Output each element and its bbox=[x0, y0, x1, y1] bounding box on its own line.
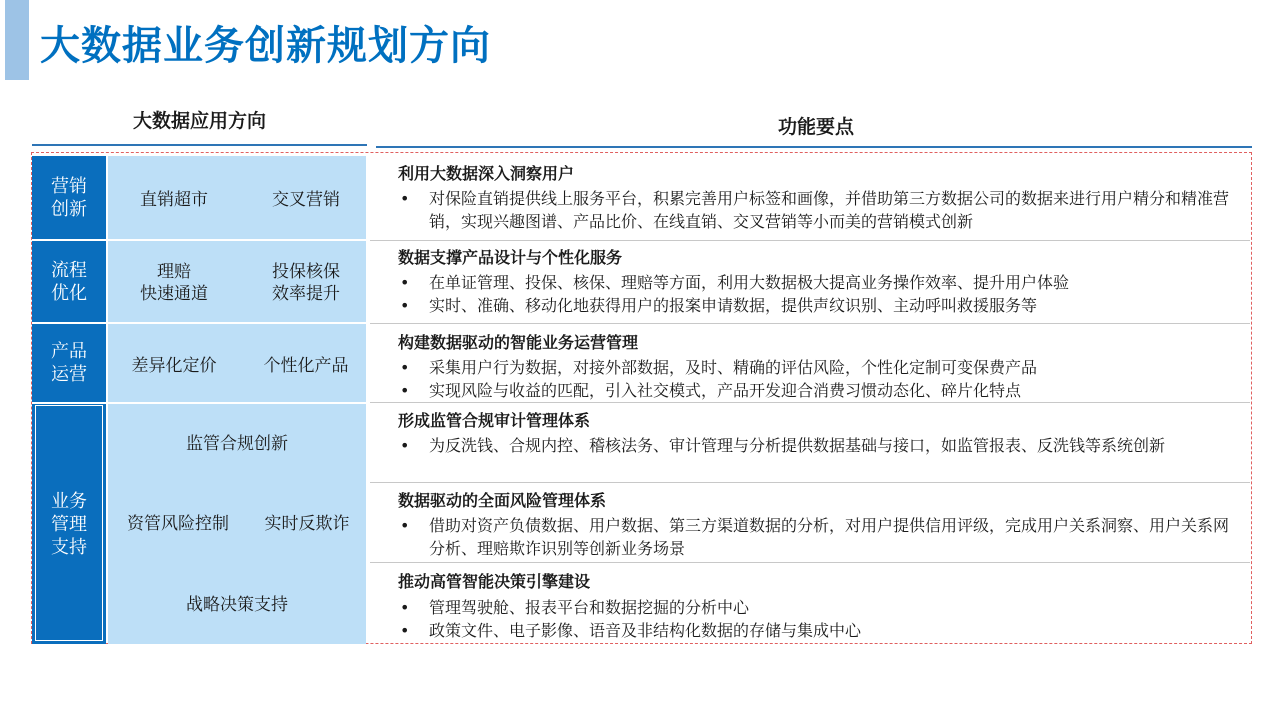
section-heading: 数据支撑产品设计与个性化服务 bbox=[398, 248, 623, 267]
bullet-item: • 实时、准确、移动化地获得用户的报案申请数据，提供声纹识别、主动呼叫救援服务等 bbox=[400, 296, 1038, 315]
section-divider bbox=[370, 240, 1250, 241]
bullet-list bbox=[400, 356, 1240, 402]
bullet-dot-icon: • bbox=[400, 273, 410, 292]
header-right-rule bbox=[376, 146, 1252, 148]
bullet-item: • 对保险直销提供线上服务平台，积累完善用户标签和画像，并借助第三方数据公司的数据来进行用户精分和精准营销，实现兴趣图谱、产品比价、在线直销、交叉营销等小而美的营销模式创新 bbox=[400, 189, 1230, 231]
item-personalized-product: 个性化产品 bbox=[263, 356, 349, 376]
bullet-item: • 实现风险与收益的匹配，引入社交模式，产品开发迎合消费习惯动态化、碎片化特点 bbox=[400, 381, 1022, 400]
bullet-dot-icon: • bbox=[400, 358, 410, 377]
section-heading: 利用大数据深入洞察用户 bbox=[398, 164, 575, 183]
bullet-dot-icon: • bbox=[400, 516, 410, 535]
bullet-list bbox=[400, 434, 1240, 457]
header-application-direction: 大数据应用方向 bbox=[132, 110, 266, 132]
category-label: 产品 运营 bbox=[51, 341, 87, 385]
item-cross-selling: 交叉营销 bbox=[272, 190, 340, 210]
category-business-support bbox=[32, 404, 106, 644]
section-heading: 形成监管合规审计管理体系 bbox=[398, 411, 591, 430]
bullet-dot-icon: • bbox=[400, 296, 410, 315]
bullet-dot-icon: • bbox=[400, 436, 410, 455]
item-realtime-antifraud: 实时反欺诈 bbox=[264, 514, 350, 534]
category-label: 流程 优化 bbox=[51, 259, 87, 304]
item-underwriting-efficiency: 投保核保 效率提升 bbox=[272, 262, 340, 304]
item-differentiated-pricing: 差异化定价 bbox=[131, 356, 217, 376]
category-process bbox=[32, 241, 106, 322]
bullet-item: • 借助对资产负债数据、用户数据、第三方渠道数据的分析，对用户提供信用评级，完成用户关系洞察、用户关系网分析、理赔欺诈识别等创新业务场景 bbox=[400, 516, 1230, 558]
category-label: 业务 管理 支持 bbox=[51, 490, 87, 558]
bullet-item: • 为反洗钱、合规内控、稽核法务、审计管理与分析提供数据基础与接口，如监管报表、反洗钱等系统创新 bbox=[400, 436, 1166, 455]
item-fast-claims: 理赔 快速通道 bbox=[140, 262, 208, 304]
bullet-item: • 管理驾驶舱、报表平台和数据挖掘的分析中心 bbox=[400, 598, 750, 617]
bullet-list bbox=[400, 596, 1240, 642]
bullet-list bbox=[400, 514, 1240, 560]
category-marketing bbox=[32, 156, 106, 239]
subitem-divider bbox=[108, 239, 366, 241]
item-strategic-decision: 战略决策支持 bbox=[186, 595, 288, 615]
subitem-divider bbox=[108, 322, 366, 324]
category-product bbox=[32, 324, 106, 402]
section-divider bbox=[370, 402, 1250, 403]
item-direct-sales: 直销超市 bbox=[140, 190, 208, 210]
header-left-rule bbox=[32, 144, 367, 146]
bullet-dot-icon: • bbox=[400, 598, 410, 617]
category-label: 营销 创新 bbox=[51, 175, 87, 220]
item-compliance-innovation: 监管合规创新 bbox=[186, 434, 288, 454]
bullet-item: • 政策文件、电子影像、语音及非结构化数据的存储与集成中心 bbox=[400, 621, 862, 640]
bullet-dot-icon: • bbox=[400, 189, 410, 208]
bullet-dot-icon: • bbox=[400, 621, 410, 640]
header-key-functions: 功能要点 bbox=[777, 116, 854, 138]
page-title: 大数据业务创新规划方向 bbox=[40, 23, 491, 69]
bullet-list bbox=[400, 271, 1240, 317]
section-heading: 推动高管智能决策引擎建设 bbox=[398, 572, 591, 591]
section-divider bbox=[370, 482, 1250, 483]
section-divider bbox=[370, 323, 1250, 324]
subitem-panel bbox=[108, 156, 366, 644]
title-accent-bar bbox=[5, 0, 29, 80]
item-asset-risk-control: 资管风险控制 bbox=[127, 514, 229, 534]
subitem-divider bbox=[108, 402, 366, 404]
section-heading: 构建数据驱动的智能业务运营管理 bbox=[398, 333, 639, 352]
bullet-item: • 采集用户行为数据，对接外部数据，及时、精确的评估风险，个性化定制可变保费产品 bbox=[400, 358, 1038, 377]
section-heading: 数据驱动的全面风险管理体系 bbox=[398, 491, 607, 510]
bullet-list bbox=[400, 187, 1240, 233]
bullet-item: • 在单证管理、投保、核保、理赔等方面，利用大数据极大提高业务操作效率、提升用户体验 bbox=[400, 273, 1070, 292]
bullet-dot-icon: • bbox=[400, 381, 410, 400]
section-divider bbox=[370, 562, 1250, 563]
